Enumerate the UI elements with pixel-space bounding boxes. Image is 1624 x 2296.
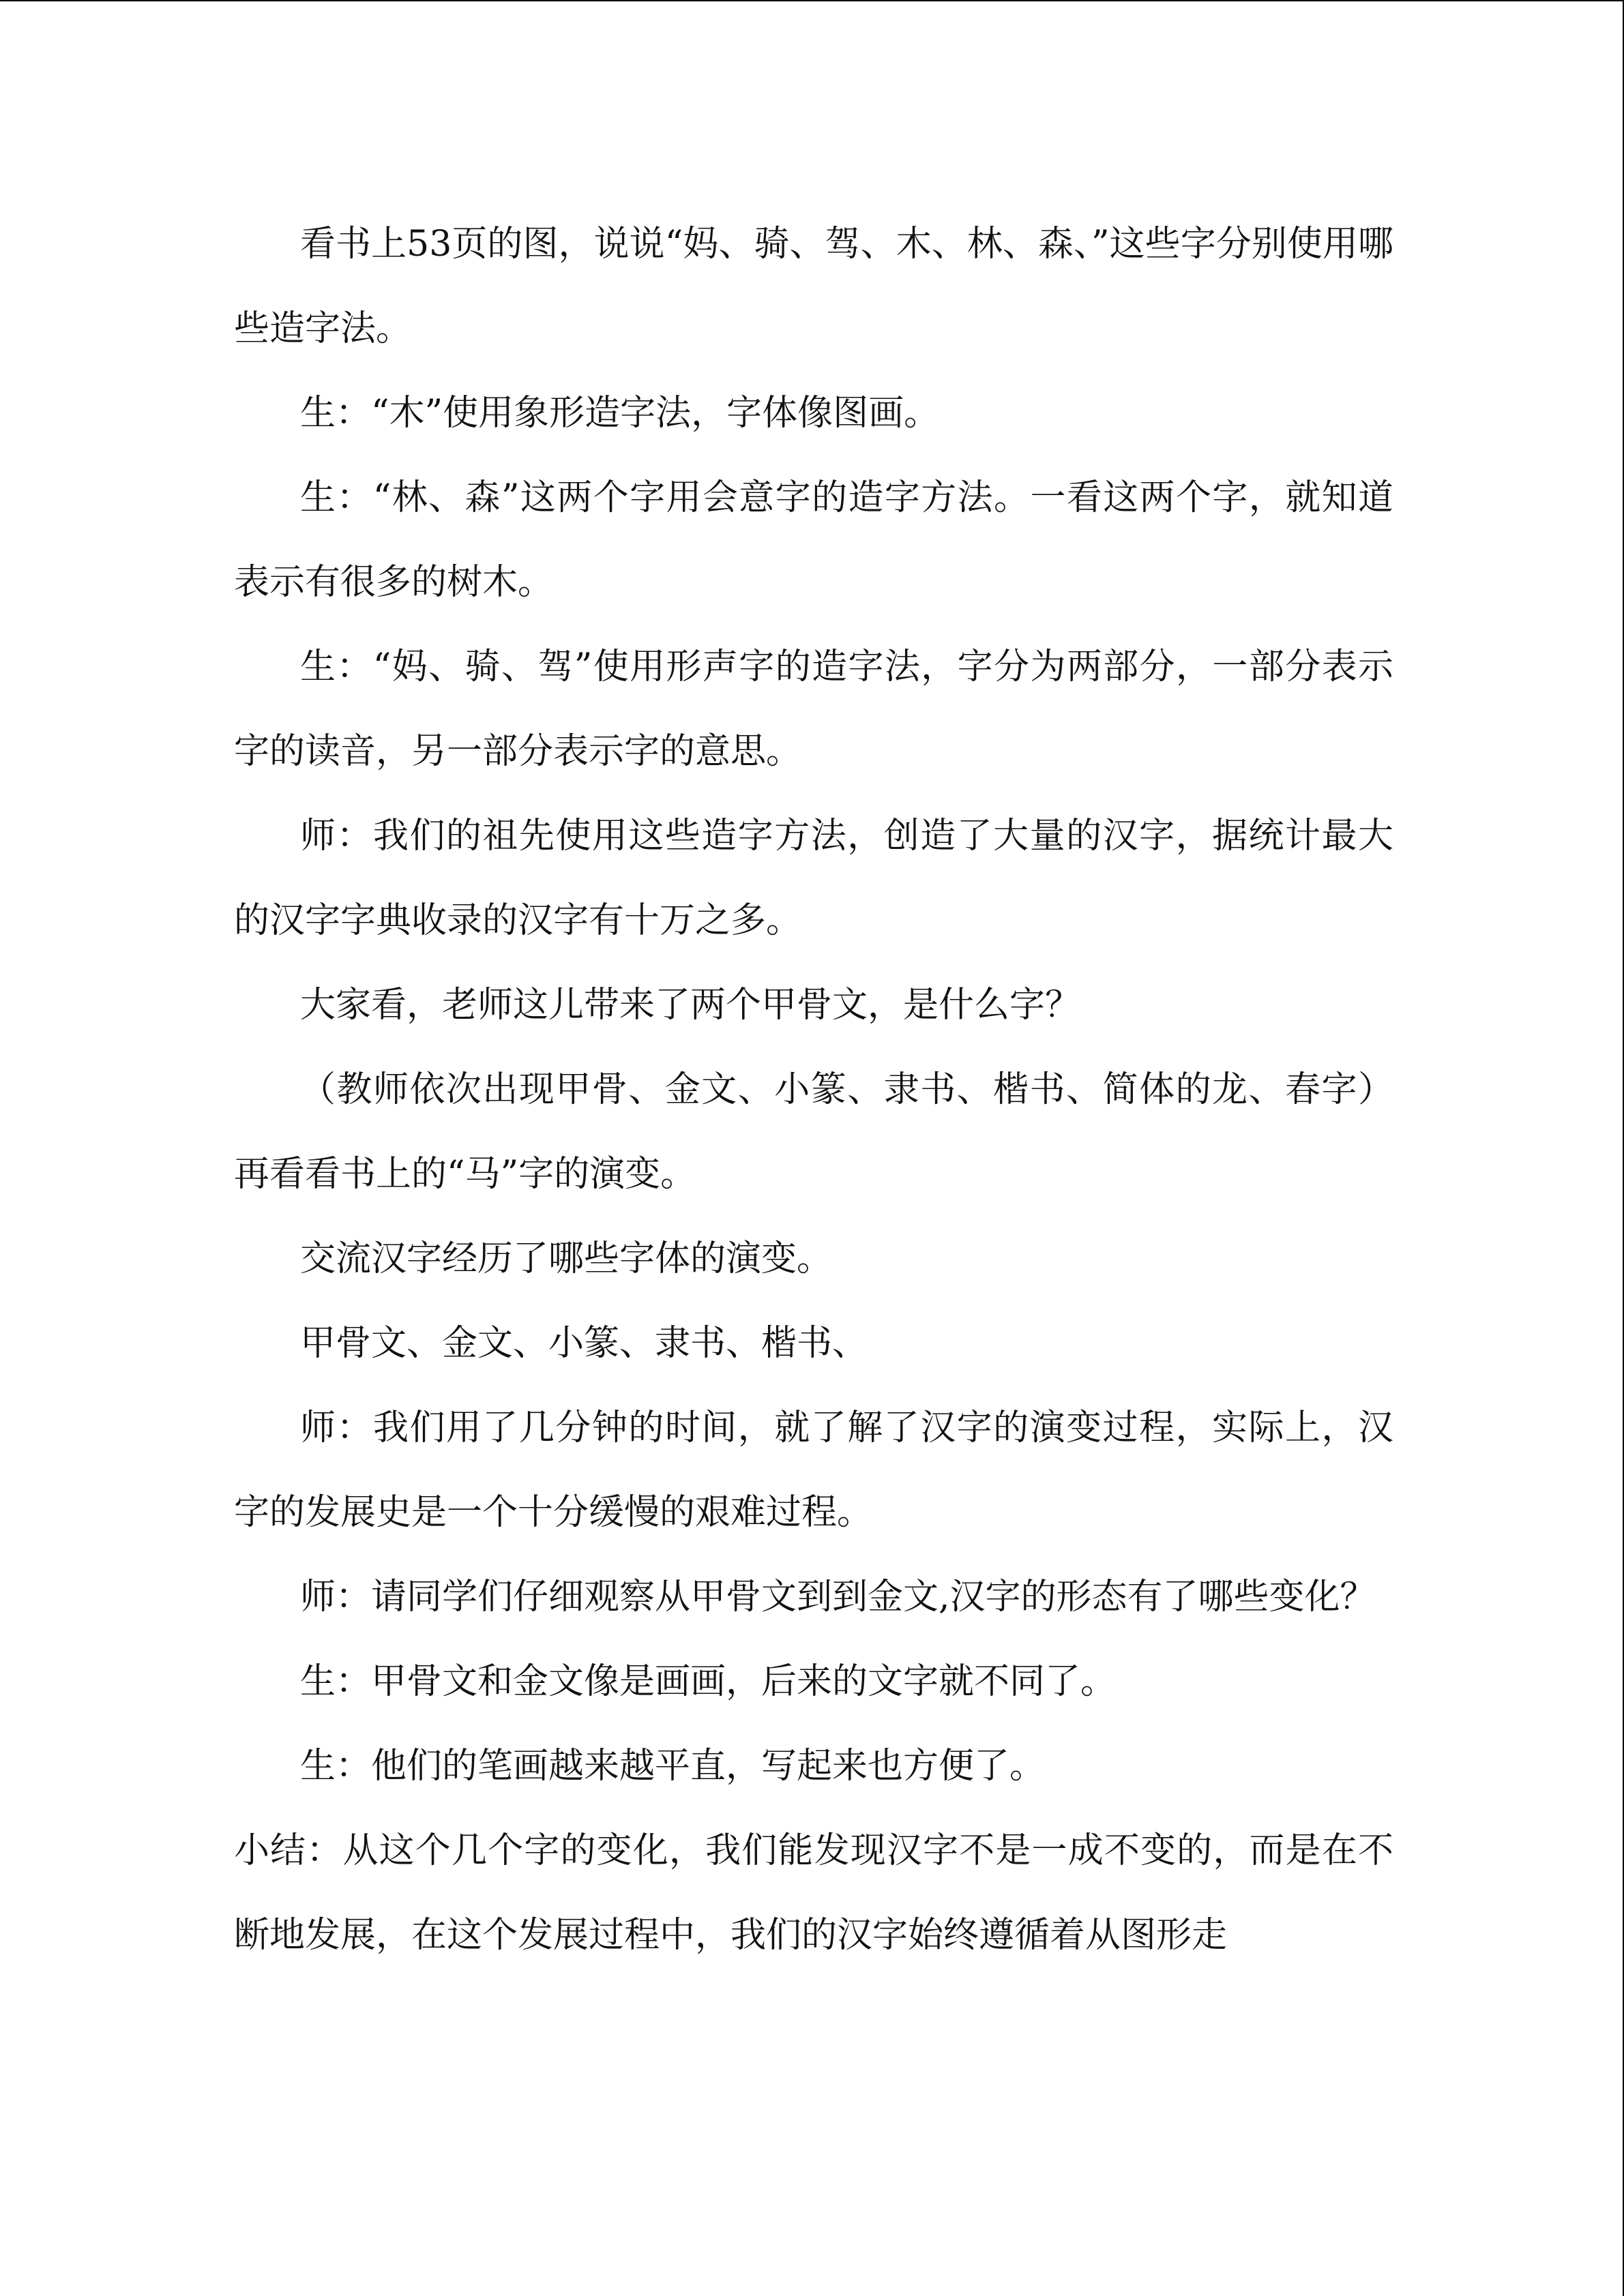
paragraph-9: 甲骨文、金文、小篆、隶书、楷书、 [300,1323,868,1364]
paragraph-12: 生：甲骨文和金文像是画画，后来的文字就不同了。 [300,1661,1117,1702]
paragraph-8: 交流汉字经历了哪些字体的演变。 [300,1238,833,1279]
paragraph-1: 看书上53页的图，说说“妈、骑、驾、木、林、森、”这些字分别使用哪些造字法。 [234,224,1393,349]
paragraph-7: （教师依次出现甲骨、金文、小篆、隶书、楷书、简体的龙、春字）再看看书上的“马”字的演变。 [234,1069,1393,1195]
paragraph-13: 生：他们的笔画越来越平直，写起来也方便了。 [300,1746,1046,1787]
paragraph-3: 生：“林、森”这两个字用会意字的造字方法。一看这两个字，就知道表示有很多的树木。 [234,477,1393,603]
paragraph-4: 生：“妈、骑、驾”使用形声字的造字法，字分为两部分，一部分表示字的读音，另一部分表示字的意思。 [234,646,1393,772]
page-border-top [0,0,1624,1]
paragraph-10: 师：我们用了几分钟的时间，就了解了汉字的演变过程，实际上，汉字的发展史是一个十分缓慢的艰难过程。 [234,1407,1393,1533]
paragraph-11: 师：请同学们仔细观察从甲骨文到到金文,汉字的形态有了哪些变化？ [300,1577,1376,1617]
paragraph-summary: 小结：从这个几个字的变化，我们能发现汉字不是一成不变的，而是在不断地发展，在这个发展过程中，我们的汉字始终遵循着从图形走 [234,1830,1393,1956]
paragraph-5: 师：我们的祖先使用这些造字方法，创造了大量的汉字，据统计最大的汉字字典收录的汉字有十万之多。 [234,816,1393,941]
paragraph-6: 大家看，老师这儿带来了两个甲骨文，是什么字？ [300,985,1081,1026]
document-body [234,202,1393,1978]
paragraph-2: 生：“木”使用象形造字法，字体像图画。 [300,393,940,434]
